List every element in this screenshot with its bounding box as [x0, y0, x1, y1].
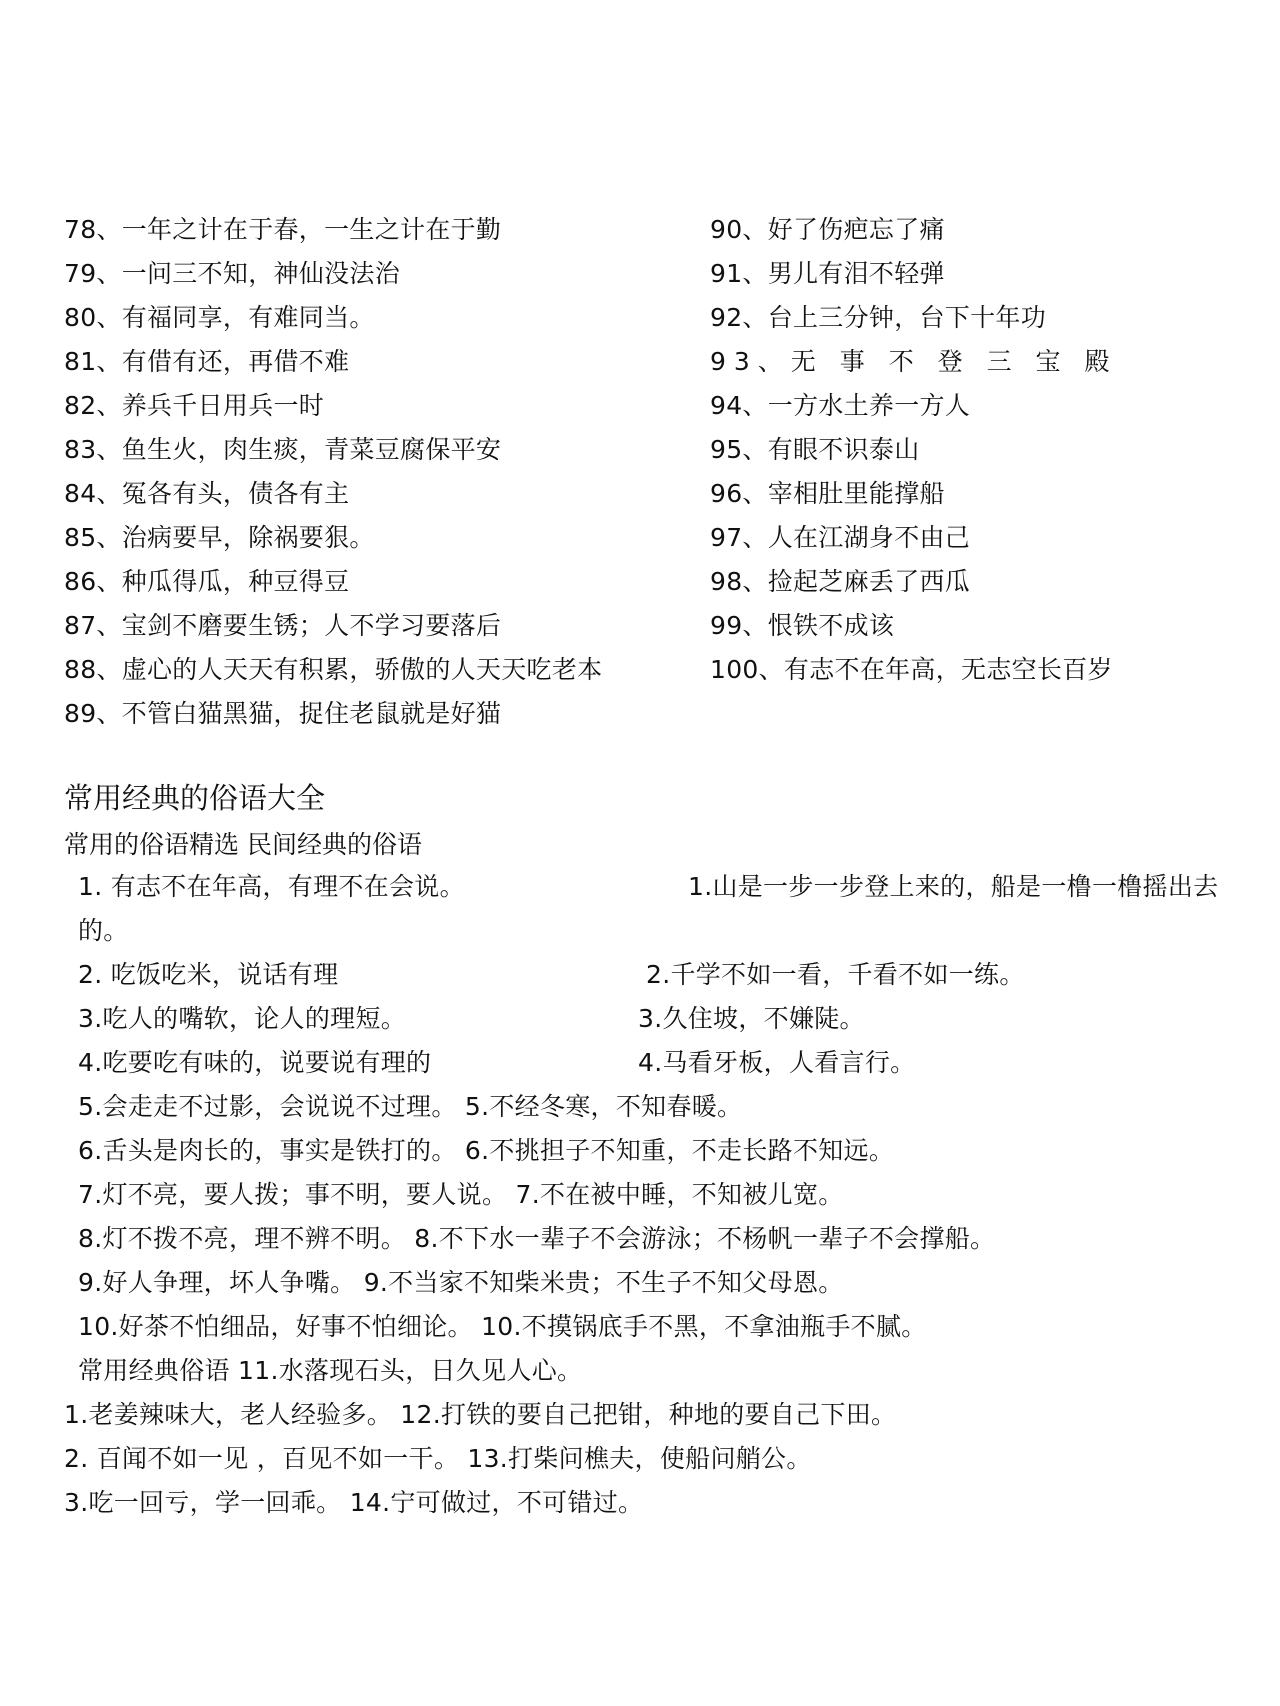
proverb-item: 93、无 事 不 登 三 宝 殿	[710, 347, 1118, 376]
proverb-item: 95、有眼不识泰山	[710, 435, 920, 464]
proverb-item: 94、一方水土养一方人	[710, 391, 971, 420]
proverb-line: 3.吃一回亏，学一回乖。 14.宁可做过，不可错过。	[64, 1488, 644, 1517]
proverb-line: 9.好人争理，坏人争嘴。 9.不当家不知柴米贵；不生子不知父母恩。	[78, 1268, 844, 1297]
proverb-line: 3.吃人的嘴软，论人的理短。	[78, 1004, 407, 1033]
section-title: 常用经典的俗语大全	[64, 781, 326, 815]
proverb-item: 90、好了伤疤忘了痛	[710, 215, 945, 244]
proverb-item: 86、种瓜得瓜，种豆得豆	[64, 567, 350, 596]
proverb-item: 100、有志不在年高，无志空长百岁	[710, 655, 1113, 684]
proverb-line: 2. 吃饭吃米，说话有理	[78, 960, 339, 989]
proverb-item: 88、虚心的人天天有积累，骄傲的人天天吃老本	[64, 655, 603, 684]
proverb-item: 78、一年之计在于春，一生之计在于勤	[64, 215, 502, 244]
proverb-item: 83、鱼生火，肉生痰，青菜豆腐保平安	[64, 435, 502, 464]
proverb-line: 8.灯不拨不亮，理不辨不明。 8.不下水一辈子不会游泳；不杨帆一辈子不会撑船。	[78, 1224, 996, 1253]
proverb-line: 1. 有志不在年高，有理不在会说。	[78, 872, 465, 901]
proverb-item: 81、有借有还，再借不难	[64, 347, 350, 376]
proverb-line: 的。	[78, 916, 129, 945]
proverb-item: 79、一问三不知，神仙没法治	[64, 259, 401, 288]
proverb-item: 82、养兵千日用兵一时	[64, 391, 325, 420]
proverb-item: 98、捡起芝麻丢了西瓜	[710, 567, 971, 596]
proverb-item: 89、不管白猫黑猫，捉住老鼠就是好猫	[64, 699, 502, 728]
proverb-line: 5.会走走不过影，会说说不过理。 5.不经冬寒，不知春暖。	[78, 1092, 743, 1121]
proverb-line: 2. 百闻不如一见 ，百见不如一干。 13.打柴问樵夫，使船问艄公。	[64, 1444, 812, 1473]
proverb-line: 常用经典俗语 11.水落现石头，日久见人心。	[78, 1356, 583, 1385]
proverb-line: 6.舌头是肉长的，事实是铁打的。 6.不挑担子不知重，不走长路不知远。	[78, 1136, 895, 1165]
proverb-item: 92、台上三分钟，台下十年功	[710, 303, 1047, 332]
proverb-line: 1.老姜辣味大，老人经验多。 12.打铁的要自己把钳，种地的要自己下田。	[64, 1400, 897, 1429]
proverb-line: 2.千学不如一看，千看不如一练。	[646, 960, 1025, 989]
proverb-item: 84、冤各有头，债各有主	[64, 479, 350, 508]
proverb-line: 3.久住坡，不嫌陡。	[638, 1004, 865, 1033]
proverb-item: 99、恨铁不成该	[710, 611, 895, 640]
proverb-item: 91、男儿有泪不轻弹	[710, 259, 945, 288]
proverb-item: 80、有福同享，有难同当。	[64, 303, 375, 332]
proverb-item: 96、宰相肚里能撑船	[710, 479, 945, 508]
proverb-line: 4.吃要吃有味的，说要说有理的	[78, 1048, 432, 1077]
proverb-item: 97、人在江湖身不由己	[710, 523, 971, 552]
proverb-item: 87、宝剑不磨要生锈；人不学习要落后	[64, 611, 502, 640]
proverb-line: 4.马看牙板，人看言行。	[638, 1048, 916, 1077]
proverb-line: 1.山是一步一步登上来的，船是一橹一橹摇出去	[688, 872, 1219, 901]
proverb-line: 7.灯不亮，要人拨；事不明，要人说。 7.不在被中睡，不知被儿宽。	[78, 1180, 844, 1209]
section-subtitle: 常用的俗语精选 民间经典的俗语	[64, 830, 422, 859]
proverb-line: 10.好茶不怕细品，好事不怕细论。 10.不摸锅底手不黑，不拿油瓶手不腻。	[78, 1312, 927, 1341]
proverb-item: 85、治病要早，除祸要狠。	[64, 523, 375, 552]
